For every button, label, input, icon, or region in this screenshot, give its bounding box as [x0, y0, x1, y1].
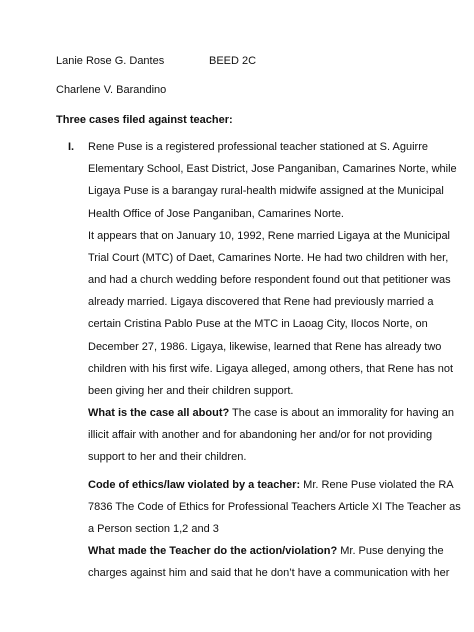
- case-text-line: Trial Court (MTC) of Daet, Camarines Norte. He had two children with her,: [88, 252, 449, 264]
- case-text-line: Rene Puse is a registered professional teacher stationed at S. Aguirre: [88, 141, 428, 153]
- answer-text: The case is about an immorality for having an: [229, 407, 455, 419]
- case-text-line: It appears that on January 10, 1992, Rene married Ligaya at the Municipal: [88, 230, 451, 242]
- question-label: What made the Teacher do the action/violation?: [88, 545, 338, 557]
- author-name-2: Charlene V. Barandino: [56, 84, 167, 96]
- case-text-line: Ligaya Puse is a barangay rural-health midwife assigned at the Municipal: [88, 185, 444, 197]
- question-line: [88, 545, 444, 557]
- answer-text: Mr. Rene Puse violated the RA: [300, 479, 454, 491]
- case-text-line: December 27, 1986. Ligaya, likewise, learned that Rene has already two: [88, 341, 442, 353]
- answer-line: support to her and their children.: [88, 451, 247, 463]
- answer-line: charges against him and said that he don’t have a communication with her: [88, 567, 450, 579]
- case-text-line: already married. Ligaya discovered that Rene had previously married a: [88, 296, 434, 308]
- question-line: [88, 479, 454, 491]
- answer-line: 7836 The Code of Ethics for Professional Teachers Article XI The Teacher as: [88, 501, 461, 513]
- case-text-line: Health Office of Jose Panganiban, Camarines Norte.: [88, 208, 344, 220]
- case-text-line: been giving her and their children support.: [88, 385, 294, 397]
- case-text-line: Elementary School, East District, Jose Panganiban, Camarines Norte, while: [88, 163, 457, 175]
- case-text-line: certain Cristina Pablo Puse at the MTC in Laoag City, Ilocos Norte, on: [88, 318, 428, 330]
- question-label: Code of ethics/law violated by a teacher:: [88, 479, 301, 491]
- case-text-line: children with his first wife. Ligaya alleged, among others, that Rene has not: [88, 363, 454, 375]
- case-numeral: I.: [68, 141, 75, 153]
- answer-text: Mr. Puse denying the: [337, 545, 444, 557]
- document-heading: Three cases filed against teacher:: [56, 114, 233, 126]
- author-name-1: Lanie Rose G. Dantes: [56, 55, 165, 67]
- case-text-line: and had a church wedding before respondent found out that petitioner was: [88, 274, 451, 286]
- answer-line: illicit affair with another and for abandoning her and/or for not providing: [88, 429, 433, 441]
- class-section: BEED 2C: [209, 55, 257, 67]
- question-line: [88, 407, 454, 419]
- question-label: What is the case all about?: [88, 407, 230, 419]
- answer-line: a Person section 1,2 and 3: [88, 523, 219, 535]
